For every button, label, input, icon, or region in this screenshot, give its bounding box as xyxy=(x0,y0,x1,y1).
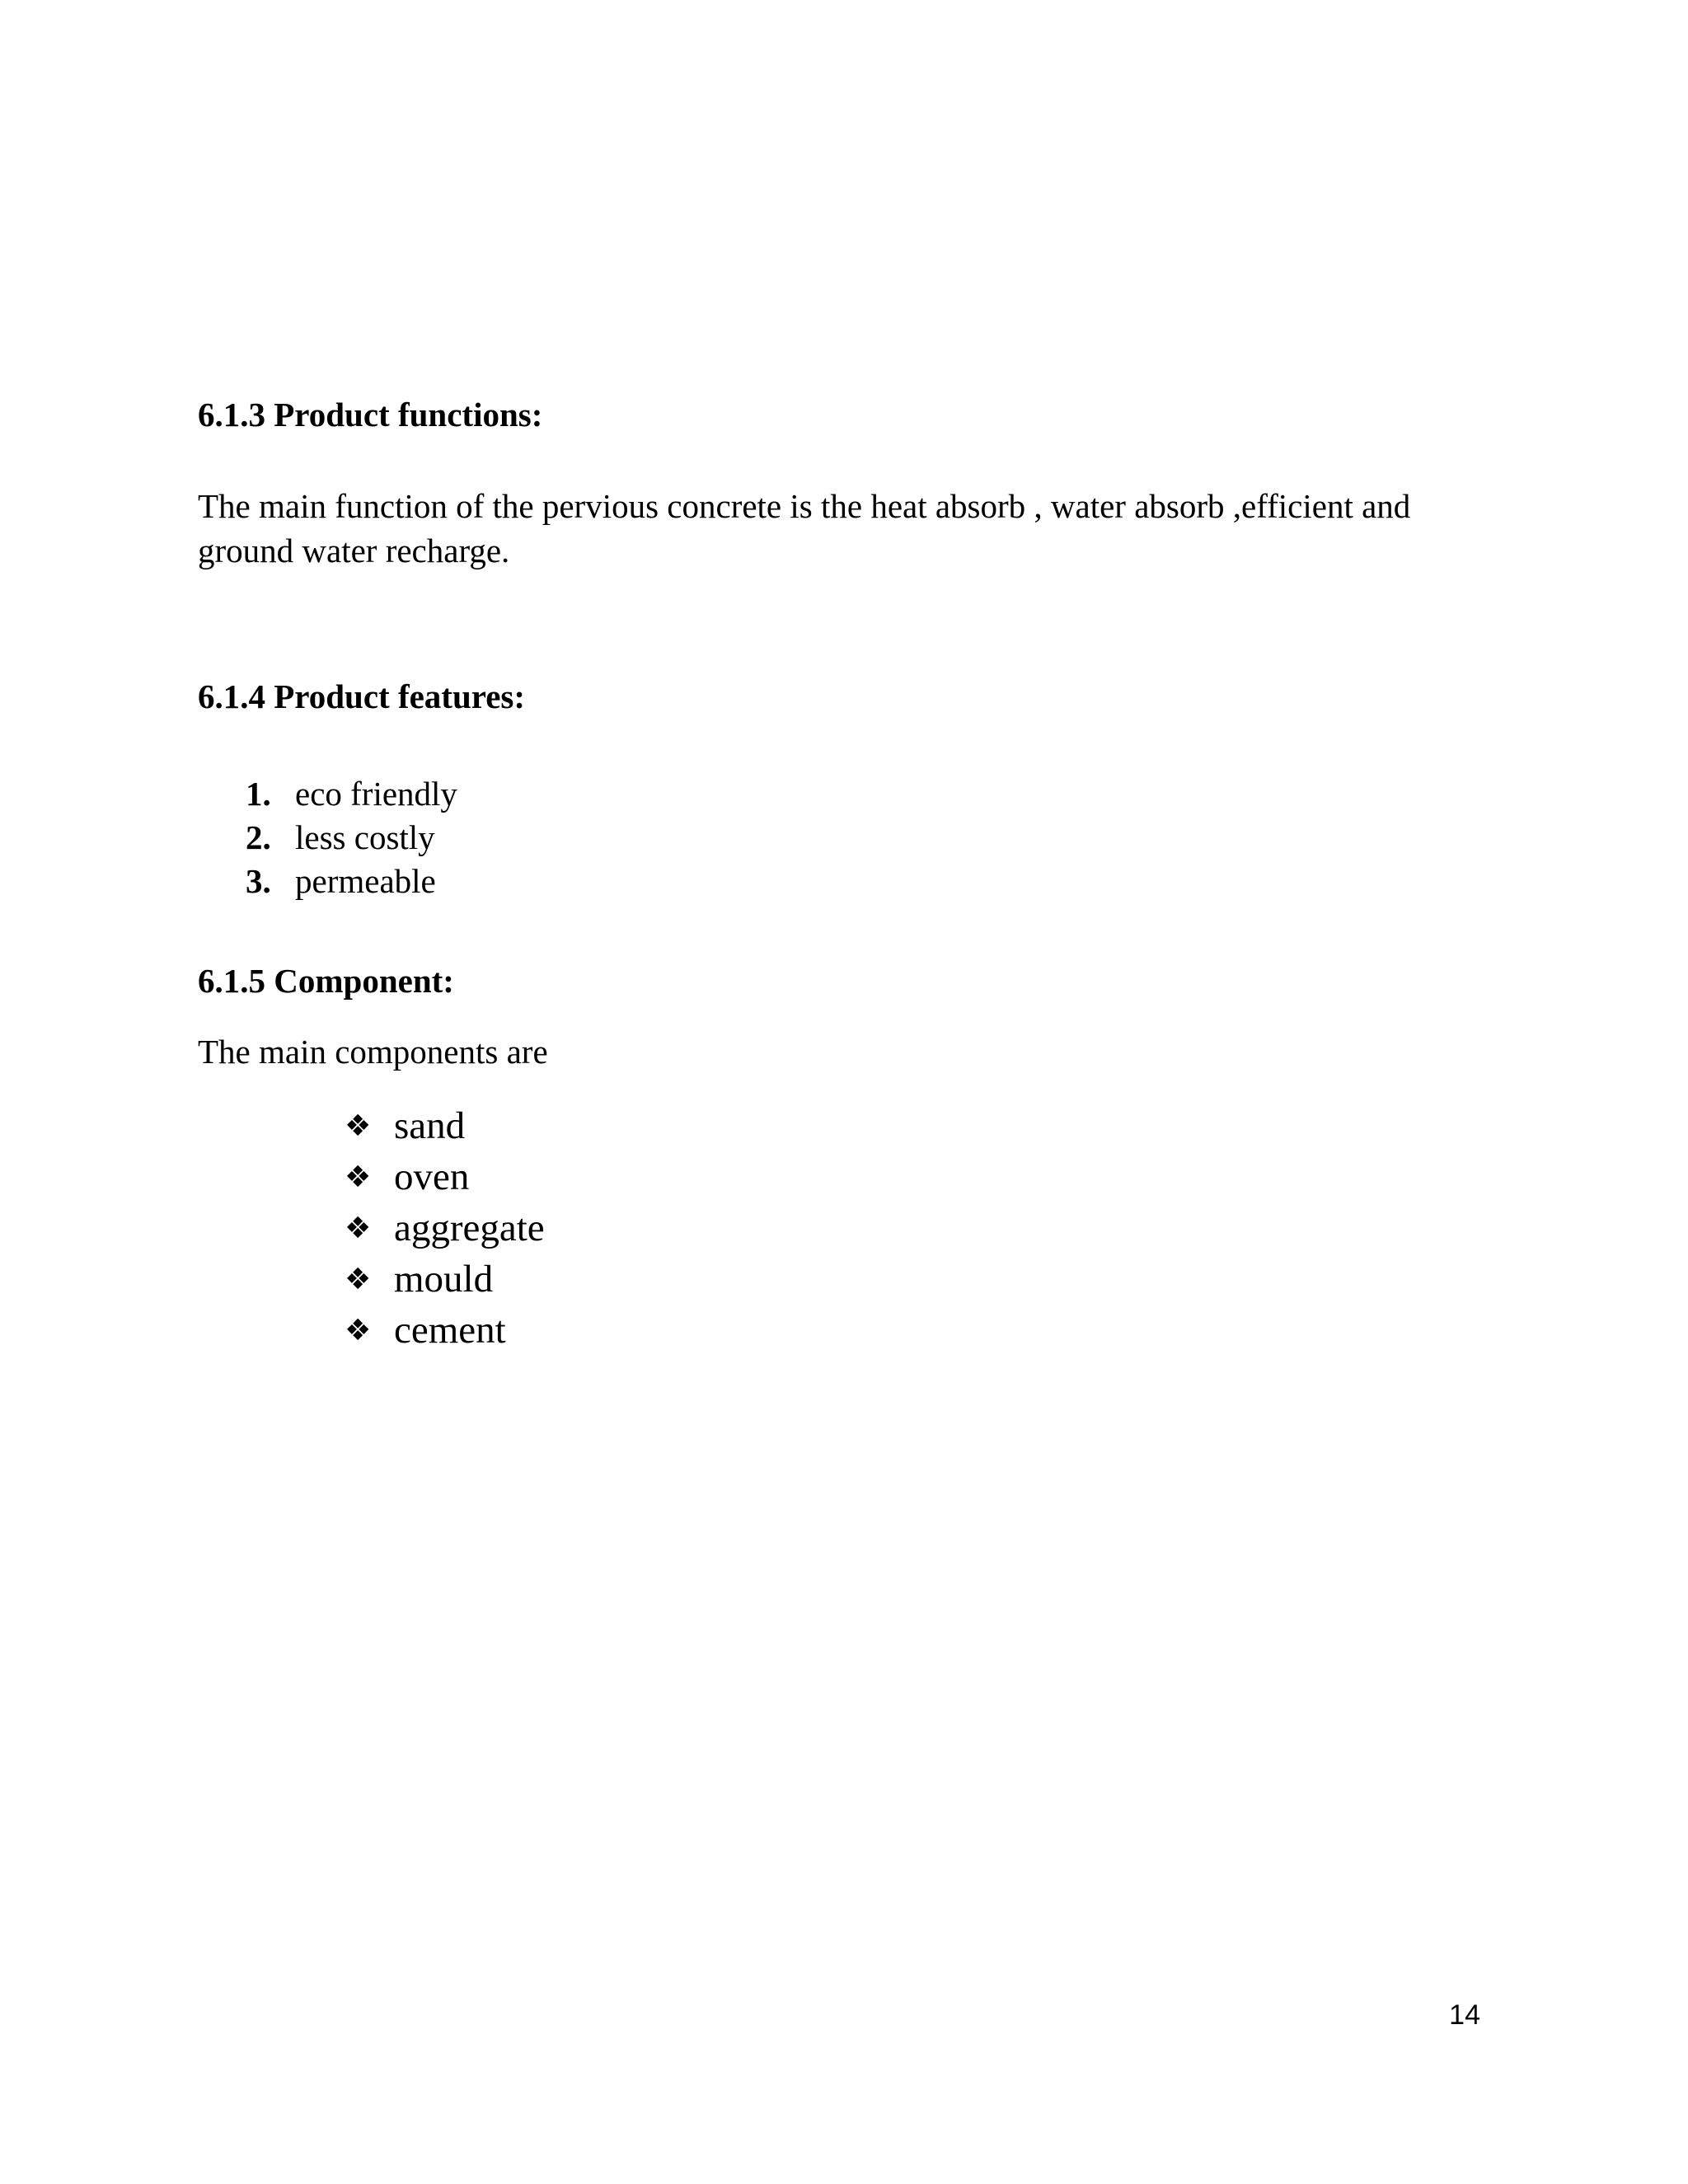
list-item xyxy=(246,816,457,860)
list-item-text: sand xyxy=(394,1104,466,1147)
list-item xyxy=(345,1254,545,1305)
list-item-text: less costly xyxy=(295,818,435,856)
list-item-text: cement xyxy=(394,1309,506,1352)
heading-product-features: 6.1.4 Product features: xyxy=(198,677,526,715)
list-item xyxy=(345,1100,545,1151)
list-item-text: mould xyxy=(394,1258,494,1301)
list-item xyxy=(345,1151,545,1202)
list-number: 2. xyxy=(246,818,271,856)
four-diamond-bullet-icon: ❖ xyxy=(345,1314,372,1347)
list-item-text: permeable xyxy=(295,862,436,900)
list-item-text: eco friendly xyxy=(295,775,457,813)
list-item xyxy=(345,1202,545,1254)
features-list xyxy=(246,772,457,903)
components-intro: The main components are xyxy=(198,1033,548,1071)
list-item xyxy=(246,860,457,903)
heading-component: 6.1.5 Component: xyxy=(198,962,454,1000)
list-item-text: aggregate xyxy=(394,1207,545,1249)
product-functions-paragraph: The main function of the pervious concrete is the heat absorb , water absorb ,efficient and ground water recharge. xyxy=(198,487,1411,569)
four-diamond-bullet-icon: ❖ xyxy=(345,1212,372,1245)
list-item-text: oven xyxy=(394,1155,470,1198)
four-diamond-bullet-icon: ❖ xyxy=(345,1109,372,1143)
list-number: 1. xyxy=(246,775,271,813)
list-item xyxy=(345,1305,545,1356)
list-item xyxy=(246,772,457,816)
heading-product-functions: 6.1.3 Product functions: xyxy=(198,396,543,434)
four-diamond-bullet-icon: ❖ xyxy=(345,1263,372,1296)
components-list xyxy=(345,1100,545,1356)
list-number: 3. xyxy=(246,862,271,900)
page-number: 14 xyxy=(1449,1999,1480,2031)
four-diamond-bullet-icon: ❖ xyxy=(345,1160,372,1194)
